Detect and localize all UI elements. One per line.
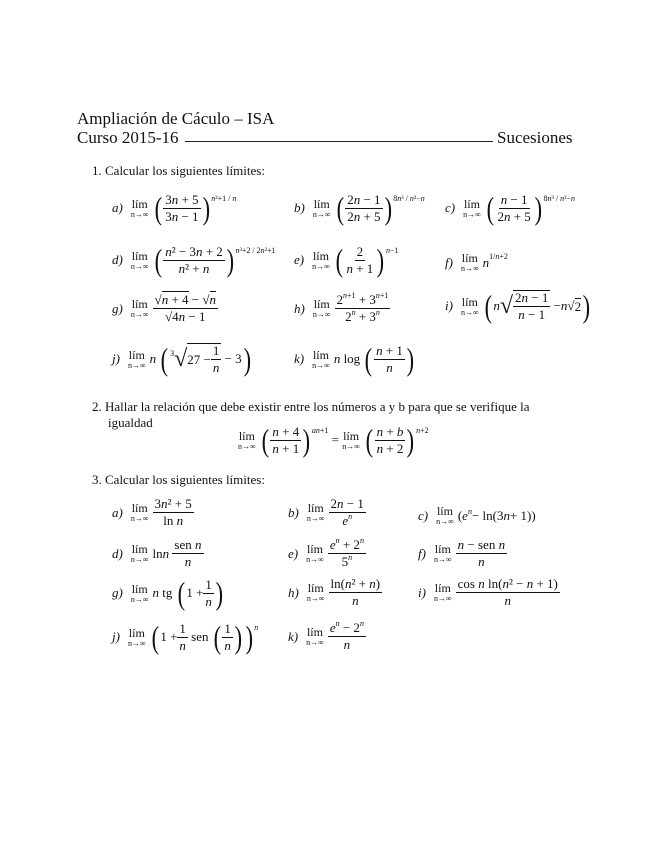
label-j: j): [112, 629, 120, 644]
limit-operator: lím n→∞: [460, 294, 479, 317]
limit-operator: lím n→∞: [306, 625, 324, 647]
ex2-equation: lím n→∞ ( $\frac{n + 4}{n + 1}$ ) $^{an +1}$ = lím n→∞ ( $\frac{n + b}{n + 2}$ ) $^{n +2}$: [238, 422, 429, 458]
limit-operator: lím n→∞: [130, 297, 149, 319]
ex3-item-d: d) lím n→∞ ln n $\frac{\text{sen n}}{n}$: [112, 537, 202, 569]
exercise-2-title-cont: igualdad: [108, 415, 153, 430]
exercise-1-title: 1. Calcular los siguientes límites:: [92, 163, 265, 178]
limit-operator: lím n→∞: [312, 347, 330, 370]
ex1-item-b: b) lím n→∞ ( $\frac{2n - 1}{2n + 5}$ ) $^{8n ^3 / n ^2-n}$: [294, 190, 425, 226]
exercise-2-title: 2. Hallar la relación que debe existir entre los números a y b para que se verifique la: [92, 399, 530, 414]
label-h: h): [288, 584, 299, 600]
ex3-item-f: f) lím n→∞ $\frac{\text{n − sen n}}{n}$: [418, 537, 506, 569]
ex1-item-a: a) lím n→∞ ( $\frac{3n + 5}{3n - 1}$ ) $^{n ^2+1 / n}$: [112, 190, 237, 226]
limit-operator: lím n→∞: [460, 251, 479, 273]
label-g: g): [112, 585, 123, 600]
ex3-item-j: j) lím n→∞ ( 1 + $\frac{1}{n}$ sen ( $\frac{1}{n}$ ) ) $^n$: [112, 619, 259, 655]
ex3-item-a: a) lím n→∞ $\frac{\text{3n² + 5}}{\text{ln n}}$: [112, 496, 192, 528]
label-i: i): [418, 584, 426, 600]
course-title: Ampliación de Cáculo – ISA: [77, 109, 275, 128]
limit-operator: lím n→∞: [312, 297, 331, 319]
label-e: e): [294, 252, 305, 267]
limit-operator: lím n→∞: [130, 501, 149, 523]
label-c: c): [445, 200, 456, 215]
ex3-item-b: b) lím n→∞ $\frac{2n - 1}{e^n}$: [288, 496, 364, 528]
label-b: b): [288, 504, 299, 520]
limit-operator: lím n→∞: [127, 347, 146, 370]
limit-operator: lím n→∞: [306, 581, 325, 603]
ex3-item-c: c) lím n→∞ ( e $^n$ − ln(3 n + 1)): [418, 504, 536, 526]
label-i: i): [445, 298, 453, 313]
ex1-item-h: h) lím n→∞ $\frac{2^{n+1} + 3^{n+1}}{2^n + 3^n}$: [294, 291, 389, 324]
limit-operator: lím n→∞: [130, 196, 149, 219]
ex3-item-e: e) lím n→∞ $\frac{e^n + 2^n}{5^n}$: [288, 536, 364, 569]
ex1-item-d: d) lím n→∞ ( $\frac{\text{n² − 3n + 2}}{\text{n² + n}}$ ) $^{n ^3+2 / 2n ^2+1}$: [112, 242, 276, 278]
ex1-item-f: f) lím n→∞ n $^{1/n +2}$: [445, 251, 508, 273]
limit-operator: lím n→∞: [436, 504, 454, 526]
header-rule: [185, 141, 493, 142]
limit-operator: lím n→∞: [306, 542, 324, 564]
limit-operator: lím n→∞: [130, 248, 149, 271]
label-d: d): [112, 545, 123, 561]
limit-operator: lím n→∞: [130, 581, 149, 604]
ex1-item-g: g) lím n→∞ $\frac{√n + 4 - √n}{√4n - 1}$: [112, 292, 216, 324]
ex1-item-j: j) lím n→∞ n ( $^3$ √ 27 − $\frac{1}{n}$ − 3 ): [112, 341, 251, 377]
ex1-item-e: e) lím n→∞ ( $\frac{2}{n + 1}$ ) $^{n -1}$: [294, 242, 399, 278]
label-h: h): [294, 300, 305, 316]
label-f: f): [418, 545, 426, 561]
label-c: c): [418, 507, 429, 523]
limit-operator: lím n→∞: [238, 428, 256, 451]
limit-operator: lím n→∞: [130, 542, 149, 564]
label-b: b): [294, 200, 305, 215]
limit-operator: lím n→∞: [463, 196, 481, 219]
exercise-3-title: 3. Calcular los siguientes límites:: [92, 472, 265, 487]
ex3-item-h: h) lím n→∞ $\frac{\text{ln(n² + n)}}{n}$: [288, 576, 381, 608]
label-j: j): [112, 351, 120, 366]
label-d: d): [112, 252, 123, 267]
label-f: f): [445, 254, 453, 270]
ex1-item-c: c) lím n→∞ ( $\frac{n - 1}{2n + 5}$ ) $^{8n ^3 / n ^2-n}$: [445, 190, 576, 226]
ex3-item-i: i) lím n→∞ $\frac{\text{cos n ln(n² − n + 1)}}{n}$: [418, 576, 558, 608]
label-a: a): [112, 200, 123, 215]
ex1-item-k: k) lím n→∞ n log ( $\frac{n + 1}{n}$ ): [294, 341, 414, 377]
label-g: g): [112, 300, 123, 316]
label-e: e): [288, 545, 299, 561]
label-k: k): [288, 628, 299, 644]
ex1-item-i: i) lím n→∞ ( n √ $\frac{2n - 1}{n - 1}$ − n √ 2 ): [445, 288, 591, 324]
limit-operator: lím n→∞: [433, 542, 452, 564]
label-a: a): [112, 504, 123, 520]
label-k: k): [294, 351, 305, 366]
limit-operator: lím n→∞: [342, 428, 360, 451]
ex3-item-k: k) lím n→∞ $\frac{e^n - 2^n}{n}$: [288, 619, 364, 652]
topic-title: Sucesiones: [497, 128, 573, 147]
limit-operator: lím n→∞: [312, 248, 330, 271]
ex3-item-g: g) lím n→∞ n tg ( 1 + $\frac{1}{n}$ ): [112, 575, 223, 611]
limit-operator: lím n→∞: [127, 625, 146, 648]
course-year: Curso 2015-16: [77, 128, 179, 147]
limit-operator: lím n→∞: [433, 581, 452, 603]
limit-operator: lím n→∞: [306, 501, 325, 523]
limit-operator: lím n→∞: [312, 196, 331, 219]
